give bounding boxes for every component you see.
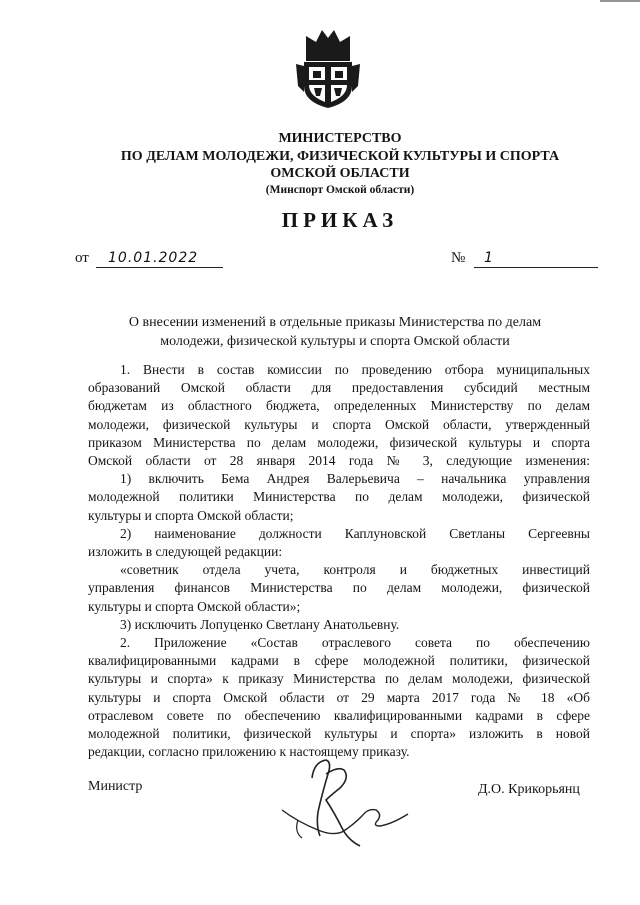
body-line: 1. Внести в состав комиссии по проведению отбора муниципальных — [120, 362, 590, 377]
body-line: 3) исключить Лопуценко Светлану Анатольевну. — [120, 616, 400, 632]
body-line: 2. Приложение «Состав отраслевого совета по обеспечению — [120, 635, 590, 651]
coat-of-arms-icon — [296, 28, 360, 110]
body-line: образований Омской области для предоставления субсидий местным — [88, 380, 590, 396]
body-line: 1) включить Бема Андрея Валерьевича – начальника управления — [120, 471, 590, 487]
body-line: «советник отдела учета, контроля и бюджетных инвестиций — [120, 562, 590, 578]
body-line: управления финансов Министерства по делам молодежи, физической — [88, 580, 590, 596]
handwritten-signature — [268, 752, 418, 862]
body-line: культуры и спорта Омской области; — [88, 507, 294, 523]
body-line: изложить в следующей редакции: — [88, 544, 283, 560]
body-line: 2) наименование должности Каплуновской Светланы Сергеевны — [120, 525, 590, 541]
body-line: бюджетам из областного бюджета, определенных Министерству по делам — [88, 398, 590, 414]
body-line: Омской области от 28 января 2014 года № 3, следующие изменения: — [88, 453, 590, 469]
ministry-name-line2: ПО ДЕЛАМ МОЛОДЕЖИ, ФИЗИЧЕСКОЙ КУЛЬТУРЫ И СПОРТА — [120, 149, 560, 164]
document-title: ПРИКАЗ — [281, 208, 399, 232]
order-subject: О внесении изменений в отдельные приказы Министерства по делам молодежи, физической культуры и спорта Омской области — [128, 315, 542, 349]
signatory-name: Д.О. Крикорьянц — [478, 782, 580, 797]
body-line: культуры и спорта» к приказу Министерства по делам молодежи, физической — [88, 671, 590, 687]
body-line: культуры и спорта Омской области от 29 марта 2017 года № 18 «Об — [88, 689, 590, 705]
date-label: от — [75, 250, 89, 266]
order-body — [88, 361, 590, 761]
body-line: квалифицированными кадрами в сфере молодежной политики, физической — [88, 653, 590, 669]
ministry-short-name: (Минспорт Омской области) — [265, 184, 415, 196]
body-line: молодежи, физической культуры и спорта Омской области, утвержденный — [88, 416, 590, 432]
scan-mark — [580, 0, 640, 6]
number-label: № — [451, 250, 466, 266]
signatory-position: Министр — [88, 779, 143, 794]
ministry-name-line3: ОМСКОЙ ОБЛАСТИ — [270, 166, 410, 181]
date-value: 10.01.2022 — [96, 249, 223, 268]
body-line: приказом Министерства по делам молодежи, физической культуры и спорта — [88, 434, 590, 450]
ministry-name-line1: МИНИСТЕРСТВО — [278, 131, 402, 146]
body-line: молодежной политики Министерства по делам молодежи, физической — [88, 489, 590, 505]
body-line: отраслевом совете по обеспечению квалифицированными кадрами в сфере — [88, 707, 590, 723]
body-line: молодежной политики, физической культуры и спорта» изложить в новой — [88, 726, 590, 742]
body-line: культуры и спорта Омской области»; — [88, 598, 301, 614]
number-value: 1 — [474, 249, 598, 268]
body-line: редакции, согласно приложению к настоящему приказу. — [88, 744, 410, 760]
